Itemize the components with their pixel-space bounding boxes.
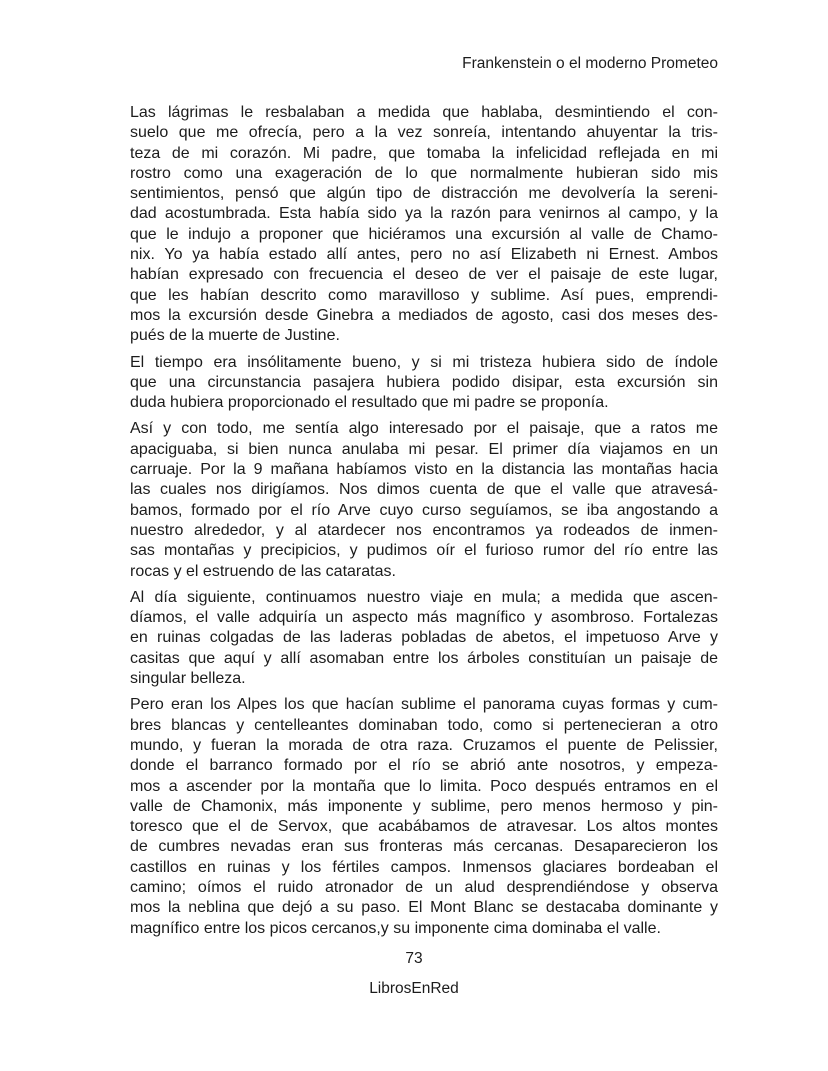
- text-line: dad acostumbrada. Esta había sido ya la razón para venirnos al campo, y la: [130, 205, 718, 223]
- paragraph: [130, 103, 718, 347]
- paragraph: [130, 419, 718, 581]
- text-line: sentimientos, pensó que algún tipo de distracción me devolvería la sereni-: [130, 185, 718, 203]
- text-line: donde el barranco formado por el río se abrió ante nosotros, y empeza-: [130, 757, 718, 775]
- text-line: rostro como una exageración de lo que normalmente hubieran sido mis: [130, 164, 718, 182]
- page-number: 73: [405, 950, 423, 967]
- text-line: habían expresado con frecuencia el deseo de ver el paisaje de este lugar,: [130, 266, 718, 284]
- text-line: duda hubiera proporcionado el resultado que mi padre se proponía.: [130, 394, 609, 412]
- text-line: pués de la muerte de Justine.: [130, 327, 340, 345]
- text-line: que una circunstancia pasajera hubiera podido disipar, esta excursión sin: [130, 373, 718, 391]
- body-text: [130, 103, 718, 945]
- paragraph: [130, 695, 718, 939]
- text-line: teza de mi corazón. Mi padre, que tomaba la infelicidad reflejada en mi: [130, 144, 718, 162]
- text-line: mos a ascender por la montaña que lo limita. Poco después entramos en el: [130, 777, 718, 795]
- text-line: bamos, formado por el río Arve cuyo curso seguíamos, se iba angostando a: [130, 501, 718, 519]
- text-line: mundo, y fueran la morada de otra raza. Cruzamos el puente de Pelissier,: [130, 736, 718, 754]
- text-line: sas montañas y precipicios, y pudimos oír el furioso rumor del río entre las: [130, 542, 718, 560]
- text-line: díamos, el valle adquiría un aspecto más magnífico y asombroso. Fortalezas: [130, 609, 718, 627]
- text-line: toresco que el de Servox, que acabábamos de atravesar. Los altos montes: [130, 818, 718, 836]
- text-line: que les habían descrito como maravilloso y sublime. Así pues, emprendi-: [130, 286, 718, 304]
- publisher-mark: LibrosEnRed: [369, 980, 459, 997]
- text-line: Las lágrimas le resbalaban a medida que hablaba, desmintiendo el con-: [130, 104, 718, 121]
- text-line: valle de Chamonix, más imponente y sublime, pero menos hermoso y pin-: [130, 797, 718, 815]
- text-line: magnífico entre los picos cercanos,y su imponente cima dominaba el valle.: [130, 919, 661, 937]
- text-line: las cuales nos dirigíamos. Nos dimos cuenta de que el valle que atravesá-: [130, 481, 718, 499]
- text-line: bres blancas y centelleantes dominaban todo, como si pertenecieran a otro: [130, 716, 718, 734]
- text-line: casitas que aquí y allí asomaban entre los árboles constituían un paisaje de: [130, 649, 718, 667]
- text-line: singular belleza.: [130, 670, 246, 688]
- text-line: El tiempo era insólitamente bueno, y si mi tristeza hubiera sido de índole: [130, 353, 718, 371]
- text-line: carruaje. Por la 9 mañana habíamos visto en la distancia las montañas hacia: [130, 461, 718, 479]
- paragraph: [130, 588, 718, 689]
- paragraph: [130, 353, 718, 414]
- text-line: rocas y el estruendo de las cataratas.: [130, 562, 396, 580]
- text-line: de cumbres nevadas eran sus fronteras más cercanas. Desaparecieron los: [130, 838, 718, 856]
- text-line: apaciguaba, si bien nunca anulaba mi pesar. El primer día viajamos en un: [130, 440, 718, 458]
- text-line: mos la neblina que dejó a su paso. El Mont Blanc se destacaba dominante y: [130, 899, 718, 917]
- text-line: mos la excursión desde Ginebra a mediados de agosto, casi dos meses des-: [130, 306, 718, 324]
- text-line: camino; oímos el ruido atronador de un alud desprendiéndose y observa: [130, 878, 718, 896]
- text-line: suelo que me ofrecía, pero a la vez sonreía, intentando ahuyentar la tris-: [130, 124, 718, 142]
- text-line: nix. Yo ya había estado allí antes, pero no así Elizabeth ni Ernest. Ambos: [130, 246, 718, 264]
- text-line: castillos en ruinas y los fértiles campos. Inmensos glaciares bordeaban el: [130, 858, 718, 876]
- text-line: nuestro alrededor, y al atardecer nos encontramos ya rodeados de inmen-: [130, 521, 718, 539]
- text-line: que le indujo a proponer que hiciéramos una excursión al valle de Chamo-: [130, 225, 718, 243]
- text-line: en ruinas colgadas de las laderas pobladas de abetos, el impetuoso Arve y: [130, 629, 718, 647]
- text-line: Así y con todo, me sentía algo interesado por el paisaje, que a ratos me: [130, 420, 718, 438]
- text-line: Pero eran los Alpes los que hacían sublime el panorama cuyas formas y cum-: [130, 696, 718, 714]
- running-header: Frankenstein o el moderno Prometeo: [462, 55, 718, 72]
- text-line: Al día siguiente, continuamos nuestro viaje en mula; a medida que ascen-: [130, 588, 718, 606]
